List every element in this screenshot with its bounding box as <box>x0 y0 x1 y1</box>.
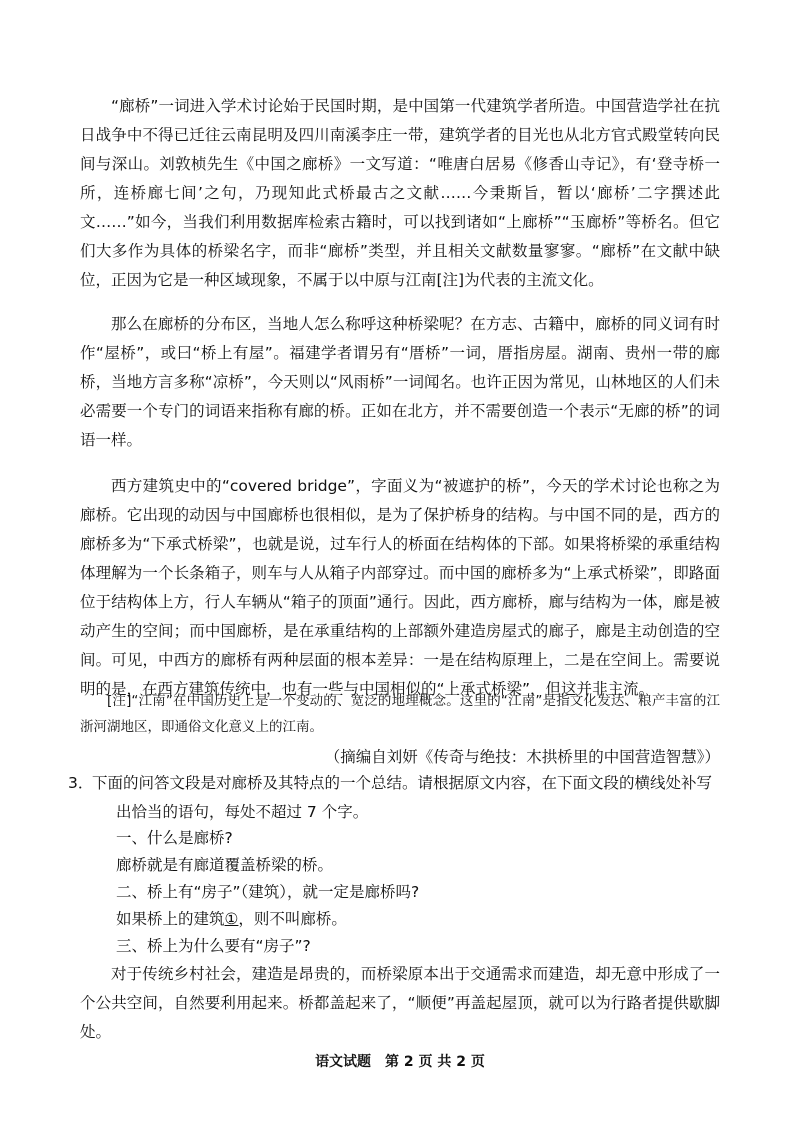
passage-paragraph-3: 西方建筑史中的“covered bridge”，字面义为“被遮护的桥”，今天的学术讨论也称之为廊桥。它出现的动因与中国廊桥也很相似，是为了保护桥身的结构。与中国不同的是，西方的廊桥多为“下承式桥梁”，也就是说，过车行人的桥面在结构体的下部。如果将桥梁的承重结构体理解为一个长条箱子，则车与人从箱子内部穿过。而中国的廊桥多为“上承式桥梁”，即路面位于结构体上方，行人车辆从“箱子的顶面”通行。因此，西方廊桥，廊与结构为一体，廊是被动产生的空间；而中国廊桥，是在承重结构的上部额外建造房屋式的廊子，廊是主动创造的空间。可见，中西方的廊桥有两种层面的根本差异：一是在结构原理上，二是在空间上。需要说明的是，在西方建筑传统中，也有一些与中国相似的“上承式桥梁”，但这并非主流。 <box>80 477 720 698</box>
question-3 <box>68 769 720 827</box>
q1-answer: 廊桥就是有廊道覆盖桥梁的桥。 <box>116 856 334 874</box>
q2-answer-after: ，则不叫廊桥。 <box>238 910 347 928</box>
q2-heading: 二、桥上有“房子”（建筑），就一定是廊桥吗? <box>116 883 420 901</box>
passage-paragraph-2: 那么在廊桥的分布区，当地人怎么称呼这种桥梁呢？在方志、古籍中，廊桥的同义词有时作“屋桥”，或曰“桥上有屋”。福建学者谓另有“厝桥”一词，厝指房屋。湖南、贵州一带的廊桥，当地方言多称“凉桥”，今天则以“风雨桥”一词闻名。也许正因为常见，山林地区的人们未必需要一个专门的词语来指称有廊的桥。正如在北方，并不需要创造一个表示“无廊的桥”的词语一样。 <box>80 315 720 449</box>
q2-answer <box>116 905 347 934</box>
question-number: 3． <box>68 774 94 792</box>
question-prompt: 下面的问答文段是对廊桥及其特点的一个总结。请根据原文内容，在下面文段的横线处补写出恰当的语句，每处不超过 7 个字。 <box>92 774 713 821</box>
q3-heading: 三、桥上为什么要有“房子”? <box>116 937 311 955</box>
q3-answer: 对于传统乡村社会，建造是昂贵的，而桥梁原本出于交通需求而建造，却无意中形成了一个公共空间，自然要利用起来。桥都盖起来了，“顺便”再盖起屋顶，就可以为行路者提供歇脚处。 <box>80 965 720 1041</box>
answer-blank-1[interactable]: ① <box>224 910 239 928</box>
passage-paragraph-1: “廊桥”一词进入学术讨论始于民国时期，是中国第一代建筑学者所造。中国营造学社在抗日战争中不得已迁往云南昆明及四川南溪李庄一带，建筑学者的目光也从北方官式殿堂转向民间与深山。刘敦桢先生《中国之廊桥》一文写道：“唯唐白居易《修香山寺记》，有‘登寺桥一所，连桥廊七间’之句，乃现知此式桥最古之文献……今秉斯旨，暂以‘廊桥’二字撰述此文……”如今，当我们利用数据库检索古籍时，可以找到诸如“上廊桥”“玉廊桥”等桥名。但它们大多作为具体的桥梁名字，而非“廊桥”类型，并且相关文献数量寥寥。“廊桥”在文献中缺位，正因为它是一种区域现象，不属于以中原与江南[注]为代表的主流文化。 <box>80 97 720 289</box>
page-footer: 语文试题 第 2 页 共 2 页 <box>315 1054 485 1070</box>
footnote: [注]“江南”在中国历史上是一个变动的、宽泛的地理概念。这里的“江南”是指文化发达、粮产丰富的江浙河湖地区，即通俗文化意义上的江南。 <box>80 693 720 735</box>
q2-answer-before: 如果桥上的建筑 <box>116 910 225 928</box>
source-citation: （摘编自刘妍《传奇与绝技：木拱桥里的中国营造智慧》） <box>324 748 720 766</box>
q1-heading: 一、什么是廊桥? <box>116 829 233 847</box>
